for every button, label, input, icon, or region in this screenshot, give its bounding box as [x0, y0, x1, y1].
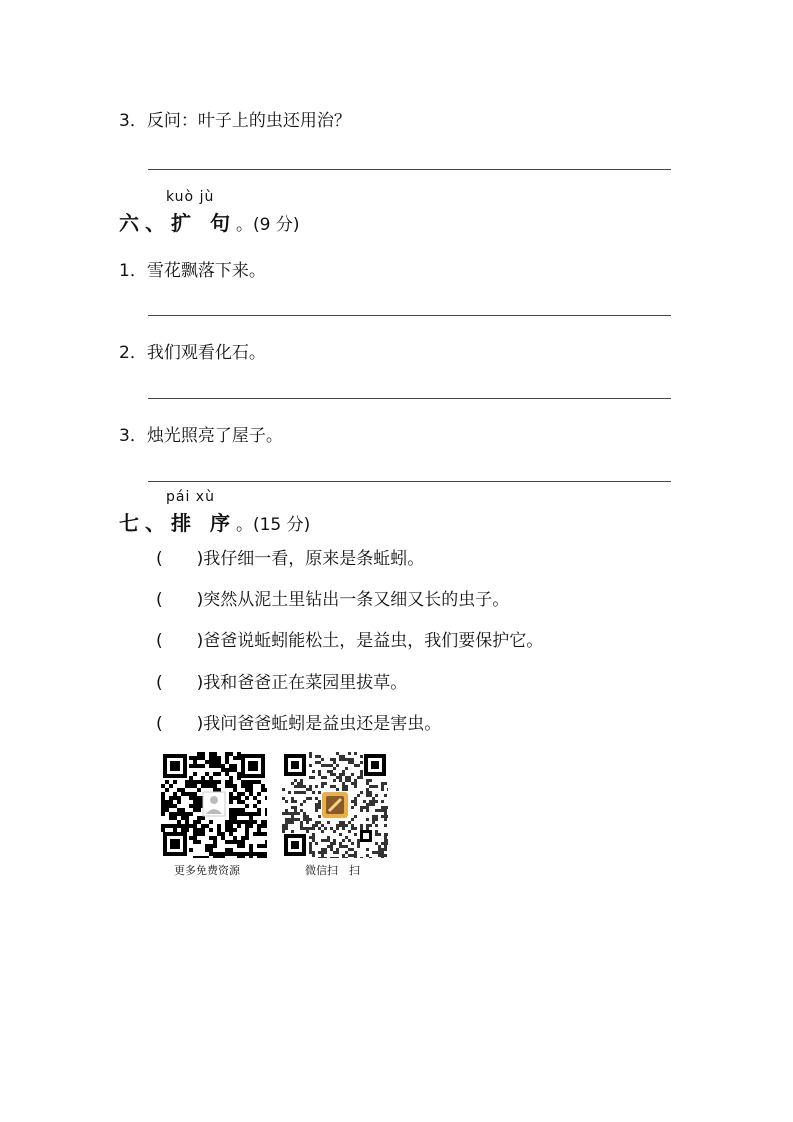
answer-line[interactable]: [148, 315, 671, 316]
answer-line[interactable]: [148, 398, 671, 399]
sort-item[interactable]: ( )我仔细一看，原来是条蚯蚓。: [156, 549, 425, 569]
section-7-pinyin: pái xù: [166, 489, 215, 505]
section-6-points: 。(9 分): [235, 215, 300, 235]
sort-item[interactable]: ( )我和爸爸正在菜园里拔草。: [156, 673, 408, 693]
question-6-2: 2．我们观看化石。: [119, 343, 266, 363]
sort-item[interactable]: ( )爸爸说蚯蚓能松土，是益虫，我们要保护它。: [156, 631, 544, 651]
section-7-title: 七、排 序: [119, 511, 236, 535]
question-6-3: 3．烛光照亮了屋子。: [119, 426, 283, 446]
question-6-1: 1．雪花飘落下来。: [119, 261, 266, 281]
section-6-pinyin: kuò jù: [166, 189, 215, 205]
sort-item[interactable]: ( )我问爸爸蚯蚓是益虫还是害虫。: [156, 714, 442, 734]
section-7-heading: [119, 507, 310, 536]
answer-line[interactable]: [148, 169, 671, 170]
section-6-title: 六、扩 句: [119, 211, 236, 235]
qr-right-caption: 微信扫 扫: [305, 864, 360, 877]
qr-code-icon: [282, 752, 388, 858]
section-6-heading: [119, 207, 299, 236]
sort-item[interactable]: ( )突然从泥土里钻出一条又细又长的虫子。: [156, 590, 510, 610]
question-5-3: 3．反问：叶子上的虫还用治？: [119, 111, 351, 131]
section-7-points: 。(15 分): [235, 515, 311, 535]
answer-line[interactable]: [148, 481, 671, 482]
qr-code-right[interactable]: [282, 752, 388, 858]
qr-code-left[interactable]: [161, 752, 267, 858]
qr-code-icon: [161, 752, 267, 858]
qr-left-caption: 更多免费资源: [174, 864, 240, 877]
